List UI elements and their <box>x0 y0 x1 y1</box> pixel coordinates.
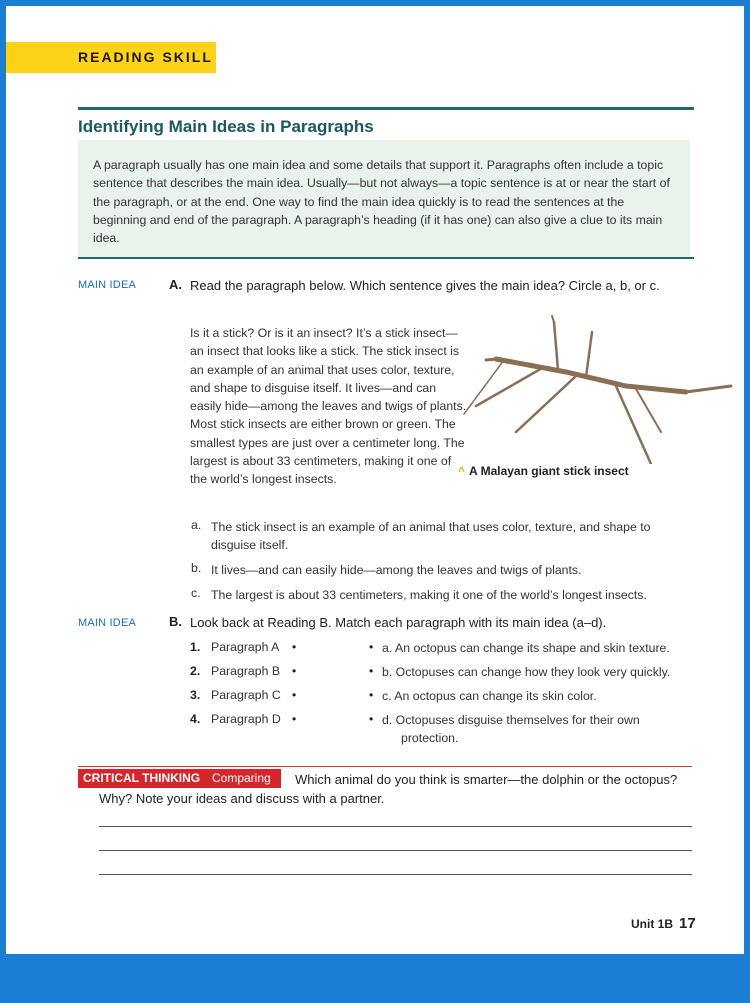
critical-thinking-label: CRITICAL THINKING <box>83 771 201 785</box>
reading-skill-banner <box>6 42 216 73</box>
idea-b-text: b. Octopuses can change how they look very quickly. <box>382 665 671 679</box>
match-dot-left-3[interactable]: • <box>292 688 297 702</box>
stick-insect-caption <box>458 464 629 478</box>
option-b-text: It lives—and can easily hide—among the leaves and twigs of plants. <box>211 563 582 577</box>
match-dot-right-b[interactable]: • <box>369 664 374 678</box>
option-c-letter[interactable]: c. <box>191 586 201 600</box>
stick-insect-paragraph: Is it a stick? Or is it an insect? It’s a stick insect—an insect that looks like a stick. The stick insect is an example of an animal that uses color, texture, and shape to disguise itself. It lives—and can easily hide—among the leaves and twigs of plants. Most stick insects are either brown or green. The smallest types are just over a centimeter long. The largest is about 33 centimeters, making it one of the world’s longest insects. <box>190 326 467 487</box>
section-title: Identifying Main Ideas in Paragraphs <box>78 117 374 136</box>
idea-d-text-continued: protection. <box>401 731 459 745</box>
match-dot-left-4[interactable]: • <box>292 712 297 726</box>
paragraph-2-label: Paragraph B <box>211 664 281 678</box>
paragraph-1-label: Paragraph A <box>211 640 280 654</box>
paragraph-4-label: Paragraph D <box>211 712 281 726</box>
skill-explanation-text: A paragraph usually has one main idea and some details that support it. Paragraphs often include a topic sentence that describes the main idea. Usually—but not always—a topic sentence is at or near the start of the paragraph, or at the end. One way to find the main idea quickly is to read the sentences at the beginning and end of the paragraph. A paragraph’s heading (if it has one) can also give a clue to its main idea. <box>93 158 670 246</box>
option-a-text: The stick insect is an example of an animal that uses color, texture, and shape to disguise itself. <box>211 520 651 553</box>
unit-label: Unit 1B <box>631 917 673 931</box>
paragraph-3-label: Paragraph C <box>211 688 281 702</box>
answer-line-1[interactable] <box>99 826 692 827</box>
exercise-a-letter: A. <box>169 277 182 292</box>
section-top-rule <box>78 107 694 110</box>
idea-a-text: a. An octopus can change its shape and skin texture. <box>382 641 670 655</box>
answer-line-2[interactable] <box>99 850 692 851</box>
paragraph-2-number: 2. <box>190 664 201 678</box>
match-dot-right-d[interactable]: • <box>369 712 374 726</box>
match-dot-right-a[interactable]: • <box>369 640 374 654</box>
bottom-frame-band <box>0 954 750 1003</box>
caption-text: A Malayan giant stick insect <box>469 464 629 478</box>
paragraph-4-number: 4. <box>190 712 201 726</box>
match-dot-left-1[interactable]: • <box>292 640 297 654</box>
idea-c-text: c. An octopus can change its skin color. <box>382 689 597 703</box>
textbook-page <box>6 6 744 954</box>
stick-insect-image <box>456 314 736 464</box>
main-idea-label-b: MAIN IDEA <box>78 617 137 629</box>
option-b-letter[interactable]: b. <box>191 561 202 575</box>
option-c-text: The largest is about 33 centimeters, making it one of the world’s longest insects. <box>211 588 647 602</box>
critical-thinking-rule <box>78 766 692 767</box>
answer-line-3[interactable] <box>99 874 692 875</box>
reading-skill-label: READING SKILL <box>78 49 213 65</box>
section-bottom-rule <box>78 257 694 259</box>
paragraph-1-number: 1. <box>190 640 201 654</box>
page-number: 17 <box>679 915 696 932</box>
exercise-b-prompt: Look back at Reading B. Match each paragraph with its main idea (a–d). <box>190 615 607 630</box>
page-footer <box>631 915 696 932</box>
exercise-b-letter: B. <box>169 614 182 629</box>
option-a-letter[interactable]: a. <box>191 518 202 532</box>
main-idea-label-a: MAIN IDEA <box>78 279 137 291</box>
skill-explanation-box <box>78 140 690 257</box>
paragraph-3-number: 3. <box>190 688 201 702</box>
idea-d-text: d. Octopuses disguise themselves for their own <box>382 713 640 727</box>
match-dot-right-c[interactable]: • <box>369 688 374 702</box>
match-dot-left-2[interactable]: • <box>292 664 297 678</box>
caption-caret-icon: ^ <box>458 464 466 478</box>
exercise-a-prompt: Read the paragraph below. Which sentence gives the main idea? Circle a, b, or c. <box>190 278 660 293</box>
critical-thinking-question: Which animal do you think is smarter—the dolphin or the octopus? Why? Note your ideas and discuss with a partner. <box>99 772 678 806</box>
critical-thinking-skill: Comparing <box>212 771 271 785</box>
